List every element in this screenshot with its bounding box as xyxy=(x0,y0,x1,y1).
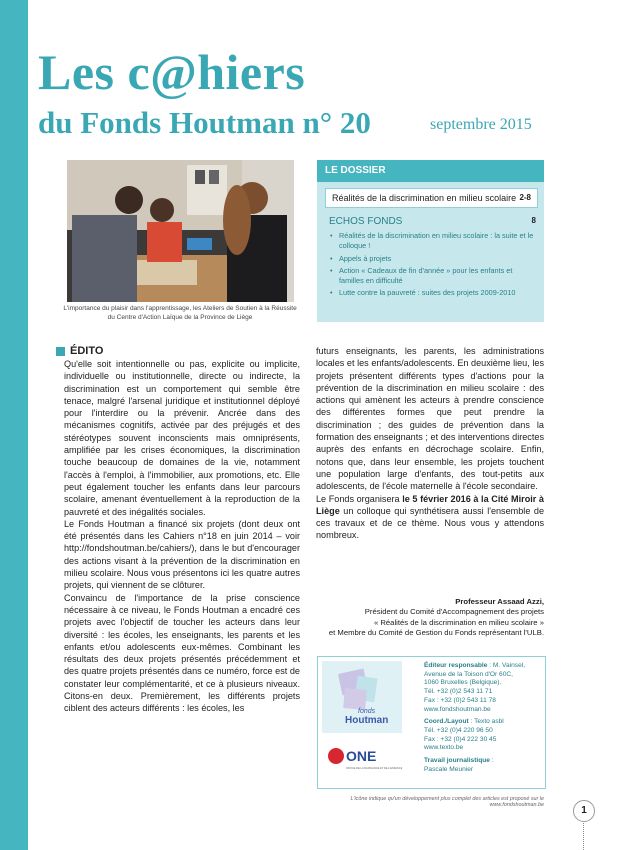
coord-value: : Texto asbl xyxy=(468,718,504,726)
logo-fonds-text: fonds xyxy=(358,708,376,715)
issue-date: septembre 2015 xyxy=(430,116,532,133)
logo-one-subtext: OFFICE DE LA NAISSANCE ET DE L'ENFANCE xyxy=(346,767,402,770)
editeur-web: www.fondshoutman.be xyxy=(424,705,491,713)
table-of-contents xyxy=(317,160,544,322)
square-bullet-icon xyxy=(56,347,65,356)
contact-info xyxy=(424,662,542,774)
edito-column-1 xyxy=(64,358,300,715)
dossier-item-label: Réalités de la discrimination en milieu scolaire xyxy=(332,193,517,203)
edito-paragraph: Qu'elle soit intentionnelle ou pas, explicite ou implicite, individuelle ou institutionnelle, directe ou indirecte, la discrimination est un comportement qui semble être tenace, malgré l'arsenal juridique et institutionnel déployé pour l'interdire ou la prévenir. Ancrée dans des mécanismes cognitifs, activée par des préjugés et des stéréotypes souvent inconscients mais omniprésents, amplifiée par les crises économiques, la discrimination touche beaucoup de domaines de la vie, notamment l'accès à l'emploi, à l'immobilier, aux promotions, etc. Elle peut également toucher les enfants dans leur parcours scolaire, amenant éventuellement à la reproduction de la pauvreté et des inégalités sociales. xyxy=(64,359,300,517)
signature-line: « Réalités de la discrimination en milieu scolaire » xyxy=(373,617,544,627)
edito-column-2 xyxy=(316,345,544,542)
editeur-tel: Tél. +32 (0)2 543 11 71 xyxy=(424,688,493,696)
signature-name: Professeur Assaad Azzi, xyxy=(455,597,544,606)
edito-heading xyxy=(56,345,103,357)
journal-label: Travail journalistique xyxy=(424,757,490,765)
echos-item: • Action « Cadeaux de fin d'année » pour les enfants et familles en difficulté xyxy=(329,266,538,287)
signature-line: Président du Comité d'Accompagnement des projets xyxy=(364,607,544,617)
event-date-location: le 5 février 2016 à la Cité Miroir à Liège xyxy=(316,493,544,516)
edito-paragraph: Convaincu de l'importance de la prise conscience nécessaire à ce niveau, le Fonds Houtman a encadré ces projets avec l'objectif de toucher les acteurs dans leur diversité : les écoles, les enseignants, les parents et les enfants et/ou adolescents eux-mêmes. Combinant les résultats des deux projets présentés précédemment et des quatre projets présentés dans ce numéro, force est de constater leur complémentarité, et ce à plusieurs niveaux. Citons-en deux. Premièrement, les différents projets ciblent des acteurs différents : les écoles, les xyxy=(64,592,300,714)
logo-houtman-text: Houtman xyxy=(345,715,389,726)
left-accent-bar xyxy=(0,0,28,850)
echos-item: • Réalités de la discrimination en milieu scolaire : la suite et le colloque ! xyxy=(329,231,538,252)
journal-block: Travail journalistique : Pascale Meunier xyxy=(424,757,494,773)
coord-fax: Fax : +32 (0)4 222 30 45 xyxy=(424,735,497,743)
editeur-address-2: 1060 Bruxelles (Belgique). xyxy=(424,679,502,687)
coord-web: www.texto.be xyxy=(424,744,464,752)
editeur-label: Éditeur responsable xyxy=(424,662,488,669)
echos-list xyxy=(329,231,538,299)
cover-photo xyxy=(67,160,294,302)
magazine-title: Les c@hiers xyxy=(38,44,306,100)
event-text-a: Le Fonds organisera xyxy=(316,493,403,504)
dossier-item xyxy=(325,188,538,208)
editeur-block xyxy=(424,662,542,714)
dossier-heading: LE DOSSIER xyxy=(317,160,544,182)
edito-signature xyxy=(300,597,544,639)
echos-item: • Appels à projets xyxy=(329,254,538,264)
edito-paragraph: futurs enseignants, les parents, les administrations locales et les enfants/adolescents. En deuxième lieu, les projets présentent différents types d'actions pour la prévention de la discrimination en milieu scolaire : des actions qui amènent les acteurs à prendre conscience des différentes formes que peut prendre la discrimination ; des guides de prévention dans la formation des enseignants ; et des interventions directes auprès des enfants en décrochage scolaire. Enfin, notons que, dans leur ensemble, les projets touchent une population large d'enfants, des tout-petits aux adolescents, de l'école maternelle à l'école secondaire. xyxy=(316,346,544,492)
photo-caption: L'importance du plaisir dans l'apprentissage, les Ateliers de Soutien à la Réussite du Centre d'Action Laïque de la Province de Liège xyxy=(63,305,297,321)
echos-heading: ECHOS FONDS xyxy=(329,216,403,227)
publication-info-box xyxy=(317,656,546,789)
journal-value: Pascale Meunier xyxy=(424,765,474,773)
edito-heading-label: ÉDITO xyxy=(70,345,104,357)
coord-block xyxy=(424,718,542,753)
echos-heading-row xyxy=(329,216,536,227)
editeur-value: : M. Vainsel, xyxy=(487,662,526,669)
event-text-b: un colloque qui synthétisera aussi l'ensemble de ces travaux et de ce thème. Nous vous y attendons nombreux. xyxy=(316,505,544,541)
signature-line: et Membre du Comité de Gestion du Fonds représentant l'ULB. xyxy=(328,628,544,638)
edito-paragraph-event xyxy=(316,493,544,542)
edito-paragraph: Le Fonds Houtman a financé six projets (dont deux ont été présentés dans les Cahiers n°18 en juin 2014 – voir http://fondshoutman.be/cahiers/), dans le but d'encourager des actions visant à la prévention de la discrimination en milieu scolaire. Nous vous présentons ici les quatre autres projets, qui viennent de se clôturer. xyxy=(64,518,300,591)
echos-page: 8 xyxy=(531,216,536,225)
logo-one-text: ONE xyxy=(346,748,377,764)
echos-item: • Lutte contre la pauvreté : suites des projets 2009-2010 xyxy=(329,288,538,298)
editeur-fax: Fax : +32 (0)2 543 11 78 xyxy=(424,696,496,704)
dossier-item-pages: 2-8 xyxy=(519,193,531,202)
footnote: L'icône indique qu'un développement plus complet des articles est proposé sur le www.fondshoutman.be xyxy=(350,796,544,808)
logos xyxy=(322,661,402,784)
page-number: 1 xyxy=(573,800,595,822)
coord-label: Coord./Layout xyxy=(424,718,469,726)
magazine-subtitle: du Fonds Houtman n° 20 xyxy=(38,105,371,140)
page-number-dotted-line xyxy=(583,823,584,850)
fonds-houtman-logo xyxy=(322,661,402,784)
editeur-address-1: Avenue de la Toison d'Or 60C, xyxy=(424,670,513,678)
coord-tel: Tél. +32 (0)4 220 96 50 xyxy=(424,726,493,734)
